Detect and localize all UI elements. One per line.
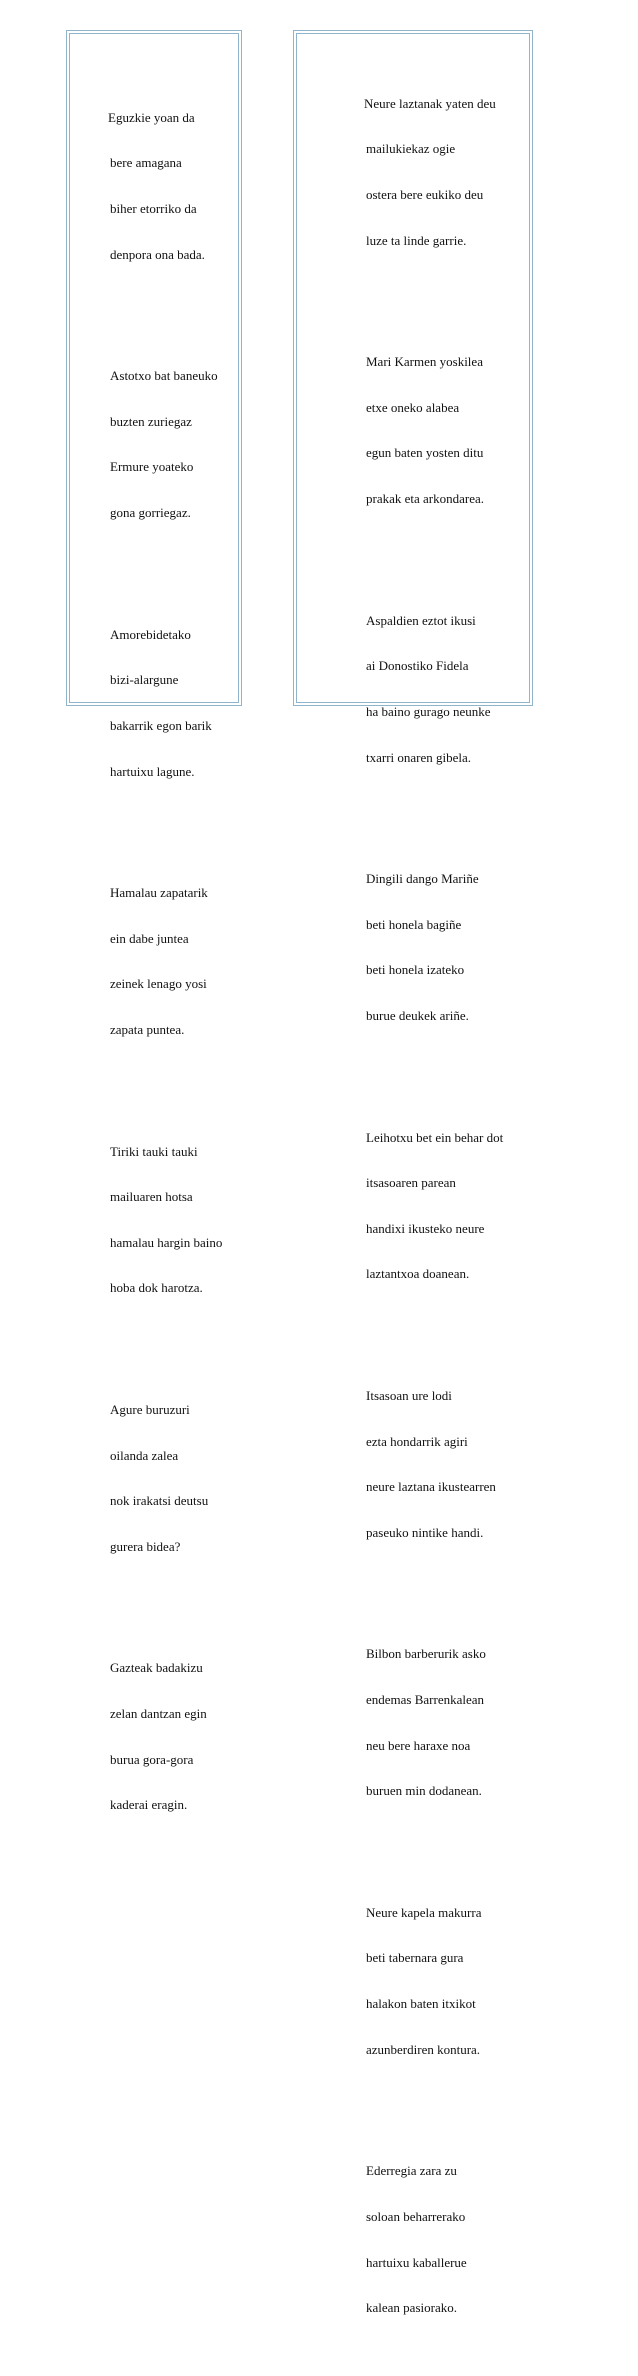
verse-line: buruen min dodanean. xyxy=(366,1783,482,1799)
stanza xyxy=(366,1616,503,1829)
verse-line: beti honela bagiñe xyxy=(366,916,462,932)
verse-line: bizi-alargune xyxy=(110,672,179,688)
verse-line: oilanda zalea xyxy=(110,1447,179,1463)
verse-line: Mari Karmen yoskilea xyxy=(366,354,483,370)
verse-line: zelan dantzan egin xyxy=(110,1706,207,1722)
verse-line: halakon baten itxikot xyxy=(366,1996,476,2012)
verse-line: burua gora-gora xyxy=(110,1751,194,1767)
stanza xyxy=(366,2133,503,2346)
verse-line: Neure kapela makurra xyxy=(366,1904,482,1920)
verse-line: ezta hondarrik agiri xyxy=(366,1433,468,1449)
verse-line: Tiriki tauki tauki xyxy=(110,1143,198,1159)
stanza xyxy=(366,324,503,537)
verse-line: paseuko nintike handi. xyxy=(366,1524,484,1540)
verse-line: Leihotxu bet ein behar dot xyxy=(366,1129,504,1145)
verse-line: biher etorriko da xyxy=(110,201,197,217)
verse-line: prakak eta arkondarea. xyxy=(366,491,485,507)
verse-line: luze ta linde garrie. xyxy=(366,232,467,248)
verse-line: zeinek lenago yosi xyxy=(110,976,207,992)
verse-line: txarri onaren gibela. xyxy=(366,749,472,765)
verse-line: laztantxoa doanean. xyxy=(366,1266,470,1282)
verse-line: nok irakatsi deutsu xyxy=(110,1493,209,1509)
stanza xyxy=(366,65,503,278)
verse-line: Eguzkie yoan da xyxy=(108,109,195,125)
stanza xyxy=(110,1113,222,1326)
stanza xyxy=(110,596,222,809)
verse-line: hartuixu lagune. xyxy=(110,763,195,779)
stanza xyxy=(366,1874,503,2087)
verse-line: Astotxo bat baneuko xyxy=(110,368,218,384)
verse-line: gurera bidea? xyxy=(110,1538,181,1554)
verse-line: handixi ikusteko neure xyxy=(366,1220,485,1236)
verse-line: etxe oneko alabea xyxy=(366,399,460,415)
verse-line: neure laztana ikustearren xyxy=(366,1479,496,1495)
verse-line: ostera bere eukiko deu xyxy=(366,187,484,203)
verse-line: Ederregia zara zu xyxy=(366,2163,457,2179)
verse-line: Amorebidetako xyxy=(110,626,191,642)
verse-line: zapata puntea. xyxy=(110,1021,185,1037)
stanza xyxy=(366,841,503,1054)
verse-line: Dingili dango Mariñe xyxy=(366,871,479,887)
verse-line: mailukiekaz ogie xyxy=(366,141,456,157)
verse-line: hartuixu kaballerue xyxy=(366,2254,467,2270)
verse-line: bakarrik egon barik xyxy=(110,717,212,733)
verse-line: Ermure yoateko xyxy=(110,459,194,475)
verse-line: beti tabernara gura xyxy=(366,1950,464,1966)
verse-line: kalean pasiorako. xyxy=(366,2300,457,2316)
left-poem xyxy=(110,49,222,1873)
verse-line: endemas Barrenkalean xyxy=(366,1692,485,1708)
verse-line: Hamalau zapatarik xyxy=(110,885,208,901)
verse-line: kaderai eragin. xyxy=(110,1797,188,1813)
stanza xyxy=(366,582,503,795)
verse-line: mailuaren hotsa xyxy=(110,1189,193,1205)
stanza xyxy=(366,1099,503,1312)
verse-line: hoba dok harotza. xyxy=(110,1280,203,1296)
stanza xyxy=(110,79,222,292)
verse-line: buzten zuriegaz xyxy=(110,413,192,429)
verse-line: Bilbon barberurik asko xyxy=(366,1646,486,1662)
verse-line: Gazteak badakizu xyxy=(110,1660,203,1676)
verse-line: burue deukek ariñe. xyxy=(366,1007,469,1023)
verse-line: itsasoaren parean xyxy=(366,1175,456,1191)
verse-line: soloan beharrerako xyxy=(366,2208,466,2224)
stanza xyxy=(366,1358,503,1571)
verse-line: Itsasoan ure lodi xyxy=(366,1388,452,1403)
stanza xyxy=(110,1630,222,1843)
verse-line: Agure buruzuri xyxy=(110,1402,190,1417)
stanza xyxy=(110,855,222,1068)
verse-line: bere amagana xyxy=(110,155,182,171)
verse-line: Aspaldien eztot ikusi xyxy=(366,612,476,628)
stanza xyxy=(110,338,222,551)
verse-line: hamalau hargin baino xyxy=(110,1234,223,1250)
right-poem xyxy=(366,35,503,2376)
verse-line: denpora ona bada. xyxy=(110,246,205,262)
verse-line: gona gorriegaz. xyxy=(110,505,191,521)
verse-line: neu bere haraxe noa xyxy=(366,1737,471,1753)
stanza xyxy=(110,1372,222,1585)
verse-line: ai Donostiko Fidela xyxy=(366,658,469,674)
verse-line: beti honela izateko xyxy=(366,962,465,978)
verse-line: ein dabe juntea xyxy=(110,930,189,946)
verse-line: egun baten yosten ditu xyxy=(366,445,484,461)
verse-line: ha baino gurago neunke xyxy=(366,703,491,719)
verse-line: azunberdiren kontura. xyxy=(366,2041,481,2057)
verse-line: Neure laztanak yaten deu xyxy=(364,95,496,111)
